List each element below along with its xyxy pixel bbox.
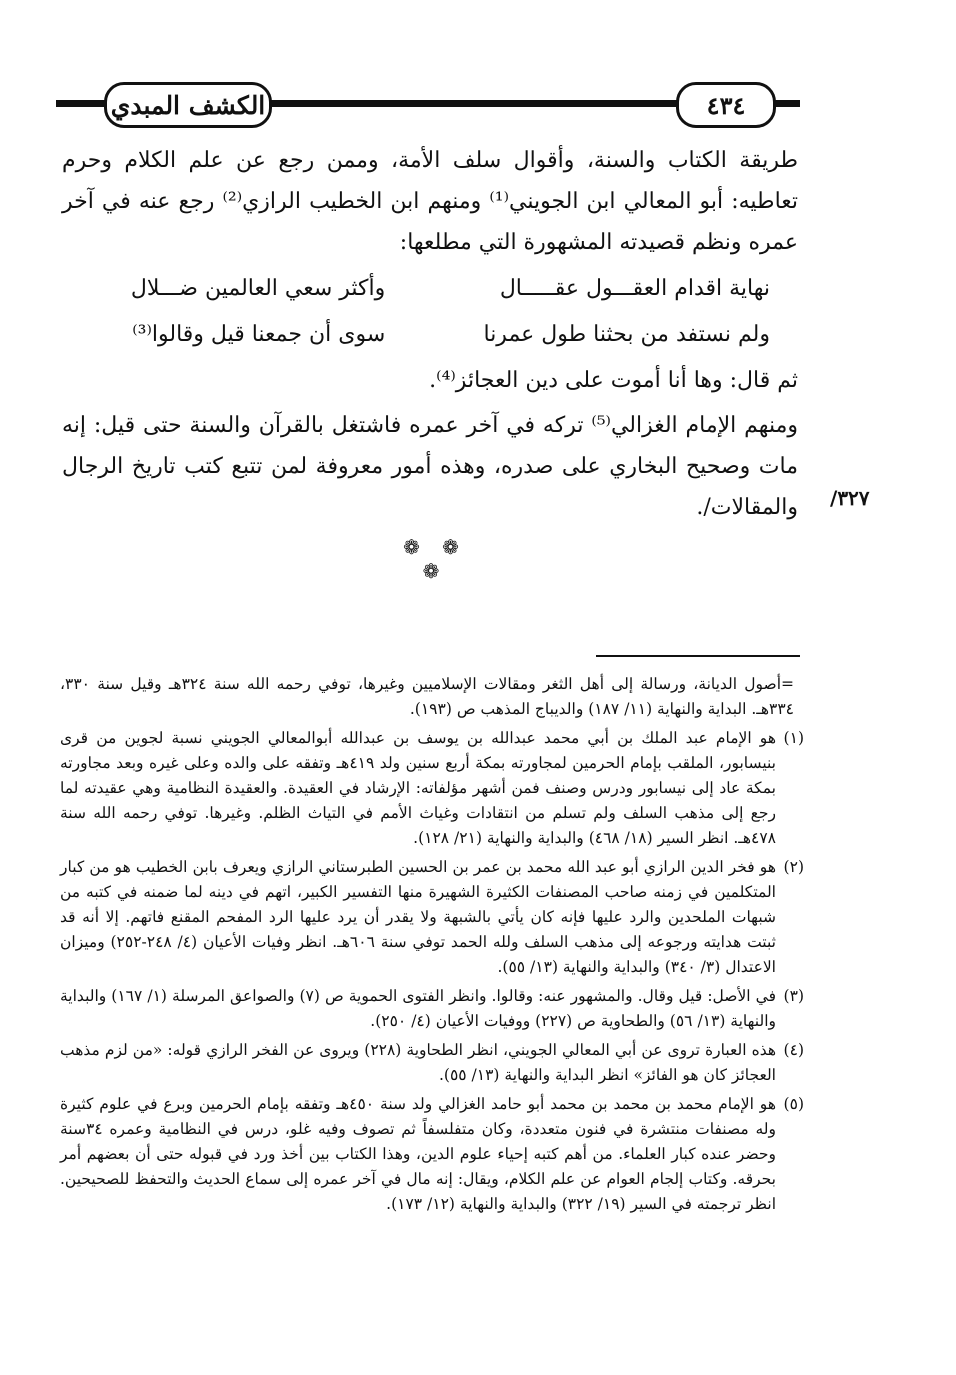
verse-line-2 [62, 314, 798, 355]
footnote-2-number: (٢) [783, 858, 804, 876]
verse-1-first-hemistich: نهاية اقدام العقـــول عقـــــال [499, 276, 770, 301]
verse-2-second-hemistich: سوى أن جمعنا قيل وقالوا⁽³⁾ [132, 322, 386, 347]
footnote-5-text: هو الإمام محمد بن محمد بن محمد أبو حامد الغزالي ولد سنة ٤٥٠هـ وتفقه بإمام الحرمين وبرع في علوم كثيرة وله مصنفات منتشرة في فنون متعددة، وكان متفلسفاً ثم تصوف وفيه غلو، درس في النظامية وعمره ٣٤سنة وحضر عنده كبار العلماء. من أهم كتبه إحياء علوم الدين، وهذا الكتاب بين أخذ ورد في قبوله حتى أن بعضهم أمر بحرقه. وكتاب إلجام العوام عن علم الكلام، ويقال: إنه مال في آخر عمره إلى سماع الحديث والتحفظ للصحيحين. انظر ترجمته في السير (١٩/ ٣٢٢) والبداية والنهاية (١٢/ ١٧٣). [60, 1095, 776, 1213]
footnote-1-text: هو الإمام عبد الملك بن أبي محمد عبدالله بن يوسف بن عبدالله أبوالمعالي الجويني نسبة لجوين من قرى بنيسابور، الملقب بإمام الحرمين لمجاورته بمكة أربع سنين ولد ٤١٩هـ وتفقه على والده وعلى غيره وبعد مجاورته بمكة عاد إلى نيسابور ودرس وصنف فمن أشهر مؤلفاته: الإرشاد في العقيدة. والعقيدة النظامية وهي عقيدته لما رجع إلى مذهب السلف ولم تسلم من انتقادات وغياث الأمم في التياث الظلم. وغيرها. توفي رحمه الله سنة ٤٧٨هـ. انظر السير (١٨/ ٤٦٨) والبداية والنهاية (٢١/ ١٢٨). [60, 729, 776, 847]
book-title: الكشف المبدي [104, 82, 272, 128]
footnote-continuation-text: =أصول الديانة، ورسالة إلى أهل الثغر ومقالات الإسلاميين وغيرها، توفي رحمه الله سنة ٣٢٤هـ وقيل سنة ٣٣٠، ٣٣٤هـ. البداية والنهاية (١١/ ١٨٧) والديباج المذهب ص (١٩٣). [60, 675, 794, 718]
main-text [62, 140, 798, 528]
manuscript-page-reference: ٣٢٧/ [830, 486, 870, 510]
paragraph-1: طريقة الكتاب والسنة، وأقوال سلف الأمة، وممن رجع عن علم الكلام وحرم تعاطيه: أبو المعالي ابن الجويني⁽¹⁾ ومنهم ابن الخطيب الرازي⁽²⁾ رجع عنه في آخر عمره ونظم قصيدته المشهورة التي مطلعها: [62, 148, 799, 255]
footnote-3-text: في الأصل: قيل وقال. والمشهور عنه: وقالوا. وانظر الفتوى الحموية ص (٧) والصواعق المرسلة (١/ ١٦٧) والبداية والنهاية (١٣/ ٥٦) والطحاوية ص (٢٢٧) ووفيات الأعيان (٤/ ٢٥٠). [60, 987, 776, 1030]
footnote-3 [60, 984, 804, 1034]
verse-1-second-hemistich: وأكثر سعي العالمين ضـــلال [130, 276, 386, 301]
footnote-5-number: (٥) [783, 1095, 804, 1113]
header-rule-middle [268, 100, 678, 107]
paragraph-2: ثم قال: وها أنا أموت على دين العجائز⁽⁴⁾. [429, 368, 798, 393]
footnote-5 [60, 1092, 804, 1217]
footnote-2-text: هو فخر الدين الرازي أبو عبد الله محمد بن عمر بن الحسين الطبرستاني الرازي ويعرف بابن الخطيب هو من كبار المتكلمين في زمنه صاحب المصنفات الكثيرة الشهيرة منها التفسير الكبير، اتهم في دينه لما ضمنه في كتبه من شبهات الملحدين والرد عليها فإنه كان يأتي بالشبهة ولا يقدر أن يرد عليها الرد المفحم المقنع فاتهم. إلا أنه قد ثبتت هدايته ورجوعه إلى مذهب السلف ولله الحمد توفي سنة ٦٠٦هـ. انظر وفيات الأعيان (٤/ ٢٤٨-٢٥٢) وميزان الاعتدال (٣/ ٣٤٠) والبداية والنهاية (١٣/ ٥٥). [60, 858, 776, 976]
footnotes [60, 672, 804, 1221]
footnote-separator [596, 655, 800, 657]
footnote-4-number: (٤) [783, 1041, 804, 1059]
footnote-continuation [60, 672, 804, 722]
verse-2-first-hemistich: ولم نستفد من بحثنا طول عمرنا [483, 322, 770, 347]
footnote-1 [60, 726, 804, 851]
footnote-4 [60, 1038, 804, 1088]
footnote-4-text: هذه العبارة تروى عن أبي المعالي الجويني، انظر الطحاوية (٢٢٨) ويروى عن الفخر الرازي قوله: «من لزم مذهب العجائز كان هو الفائز» انظر البداية والنهاية (١٣/ ٥٥). [60, 1041, 776, 1084]
footnote-3-number: (٣) [783, 987, 804, 1005]
footnote-2 [60, 855, 804, 980]
section-separator-stars: ❁ ❁ ❁ [403, 535, 467, 583]
verse-line-1 [62, 268, 798, 309]
header-rule-left [56, 100, 108, 107]
paragraph-3: ومنهم الإمام الغزالي⁽⁵⁾ تركه في آخر عمره فاشتغل بالقرآن والسنة حتى قيل: إنه مات وصحيح البخاري على صدره، وهذه أمور معروفة لمن تتبع كتب تاريخ الرجال والمقالات/. [62, 413, 798, 520]
page-number: ٤٣٤ [676, 82, 776, 128]
footnote-1-number: (١) [783, 729, 804, 747]
